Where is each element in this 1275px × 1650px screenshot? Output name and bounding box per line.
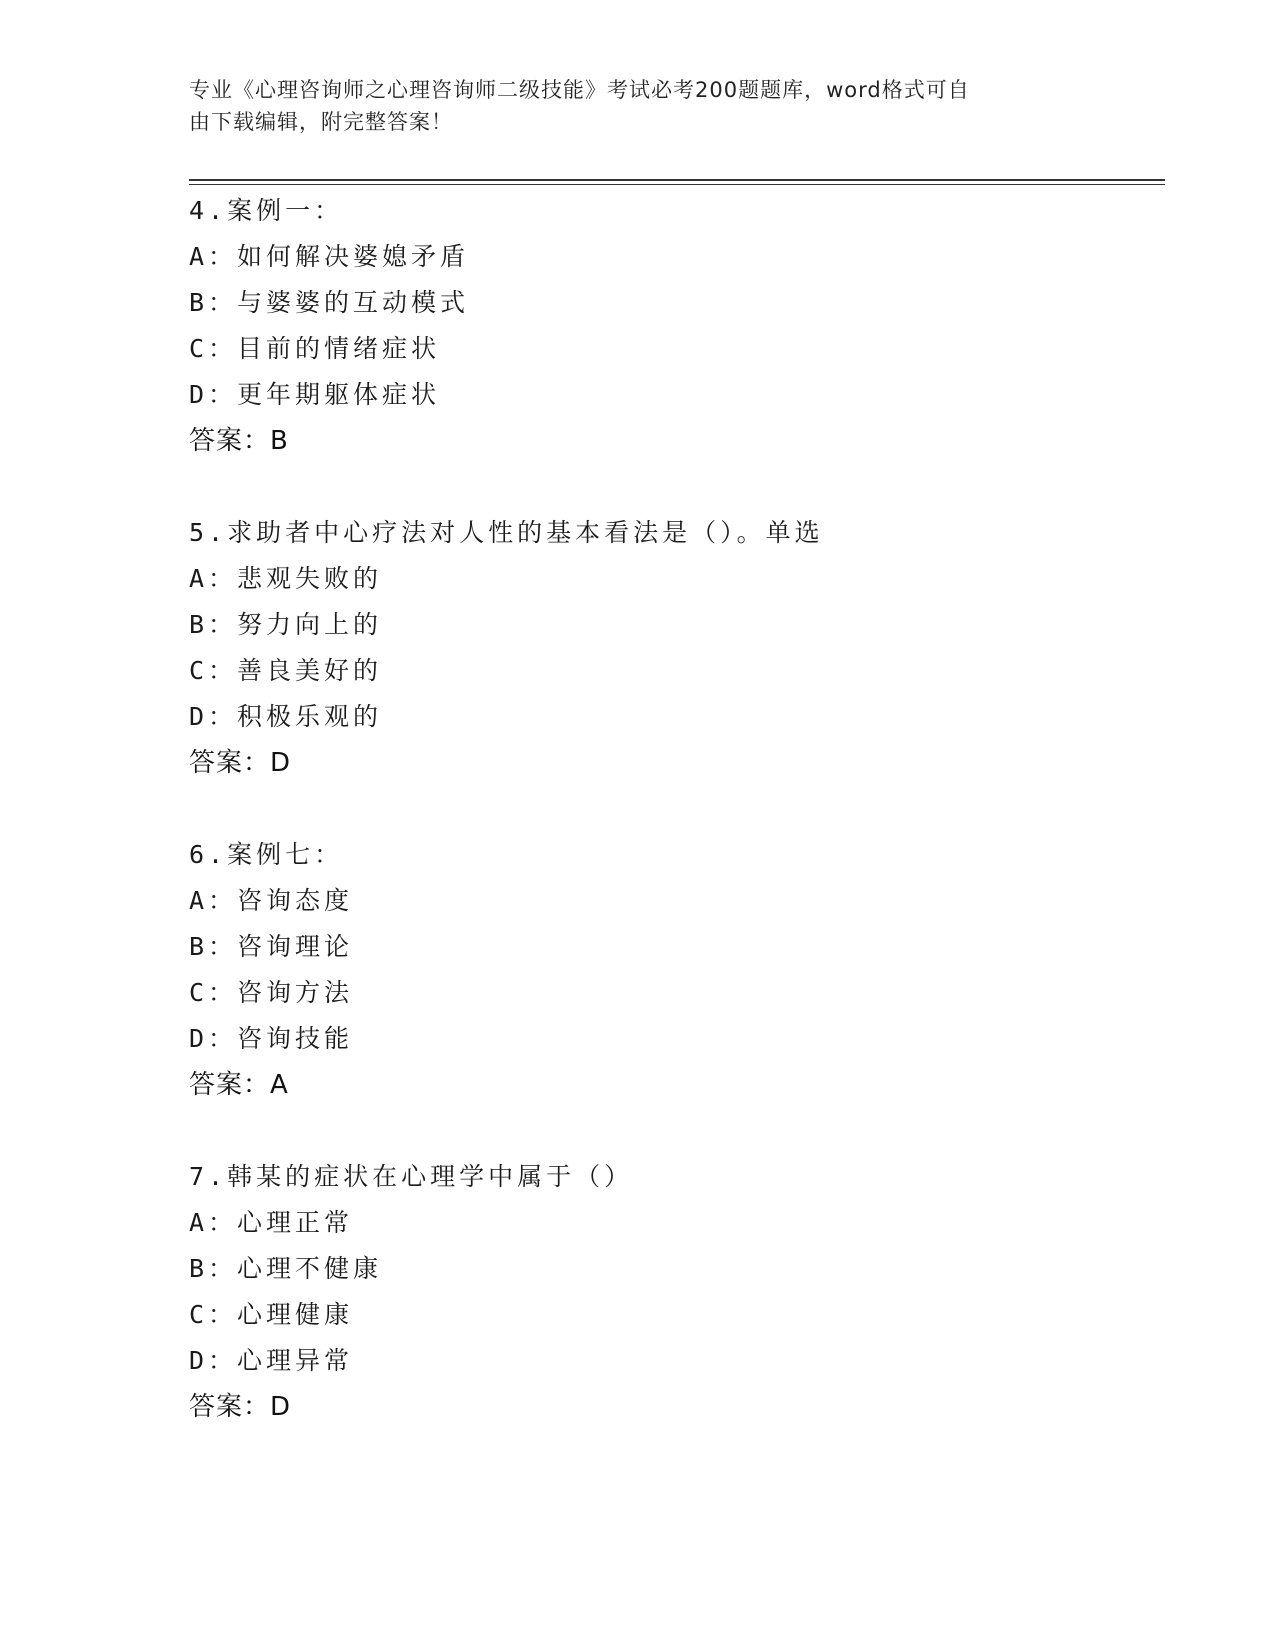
header-divider-thin — [189, 184, 1165, 185]
option-b: B：努力向上的 — [189, 610, 383, 639]
option-b: B：心理不健康 — [189, 1254, 383, 1283]
answer-line: 答案：A — [189, 1070, 289, 1100]
option-c: C：心理健康 — [189, 1300, 354, 1329]
option-d: D：心理异常 — [189, 1346, 354, 1375]
question-7 — [189, 1154, 1165, 1430]
option-c: C：善良美好的 — [189, 656, 383, 685]
question-stem: 7.韩某的症状在心理学中属于（） — [189, 1162, 634, 1191]
answer-line: 答案：B — [189, 426, 289, 456]
option-a: A：悲观失败的 — [189, 564, 383, 593]
option-a: A：如何解决婆媳矛盾 — [189, 242, 470, 271]
answer-line: 答案：D — [189, 1392, 292, 1422]
question-6 — [189, 832, 1165, 1108]
option-a: A：咨询态度 — [189, 886, 354, 915]
question-stem: 5.求助者中心疗法对人性的基本看法是（）。单选 — [189, 518, 824, 547]
header-line-2: 由下载编辑，附完整答案！ — [189, 110, 453, 134]
answer-line: 答案：D — [189, 748, 292, 778]
option-b: B：与婆婆的互动模式 — [189, 288, 470, 317]
option-c: C：目前的情绪症状 — [189, 334, 441, 363]
option-d: D：咨询技能 — [189, 1024, 354, 1053]
question-stem: 6.案例七： — [189, 840, 344, 869]
option-d: D：积极乐观的 — [189, 702, 383, 731]
option-b: B：咨询理论 — [189, 932, 354, 961]
question-stem: 4.案例一： — [189, 196, 344, 225]
question-list — [189, 188, 1165, 1476]
header-divider-thick — [189, 179, 1165, 181]
option-a: A：心理正常 — [189, 1208, 354, 1237]
question-5 — [189, 510, 1165, 786]
document-header — [189, 74, 1069, 138]
option-c: C：咨询方法 — [189, 978, 354, 1007]
header-line-1: 专业《心理咨询师之心理咨询师二级技能》考试必考200题题库，word格式可自 — [189, 78, 970, 102]
question-4 — [189, 188, 1165, 464]
option-d: D：更年期躯体症状 — [189, 380, 441, 409]
